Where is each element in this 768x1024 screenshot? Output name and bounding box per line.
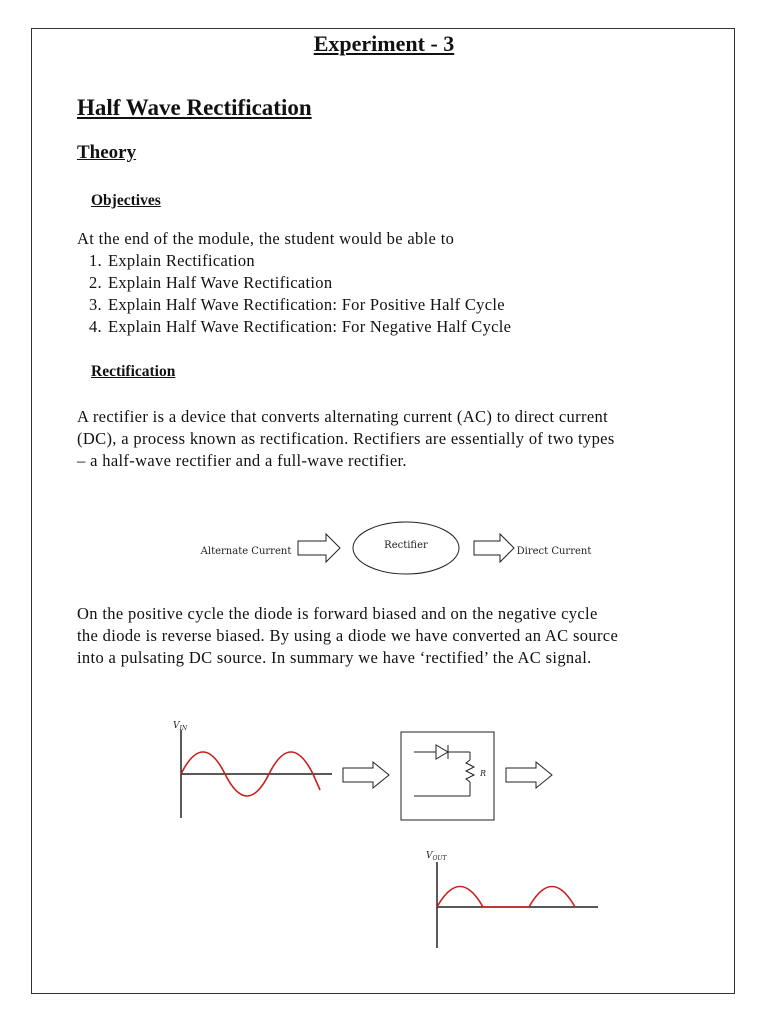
objectives-intro: At the end of the module, the student would be able to bbox=[77, 229, 455, 248]
rectification-line-3: – a half-wave rectifier and a full-wave rectifier. bbox=[77, 451, 407, 470]
rectification-line-1: A rectifier is a device that converts alternating current (AC) to direct current bbox=[77, 407, 609, 426]
output-waveform-plot bbox=[426, 851, 598, 948]
page-title: Half Wave Rectification bbox=[77, 95, 312, 120]
rectification-heading: Rectification bbox=[91, 363, 176, 380]
output-label: Direct Current bbox=[516, 546, 592, 557]
input-label: Alternate Current bbox=[200, 546, 292, 557]
rectifier-label: Rectifier bbox=[384, 540, 428, 551]
list-item: 2. Explain Half Wave Rectification bbox=[89, 273, 333, 292]
vin-label: $V_{IN}$ bbox=[173, 721, 188, 732]
rectification-line-2: (DC), a process known as rectification. Rectifiers are essentially of two types bbox=[77, 429, 615, 448]
arrow-from-circuit bbox=[506, 762, 552, 788]
resistor-label: R bbox=[480, 769, 487, 778]
list-item: 1. Explain Rectification bbox=[89, 251, 255, 270]
section-heading-theory: Theory bbox=[77, 142, 137, 163]
vout-half-wave bbox=[437, 887, 575, 908]
summary-line-2: the diode is reverse biased. By using a diode we have converted an AC source bbox=[77, 626, 619, 645]
list-item: 3. Explain Half Wave Rectification: For Positive Half Cycle bbox=[89, 295, 505, 314]
objectives-heading: Objectives bbox=[91, 192, 161, 209]
summary-line-1: On the positive cycle the diode is forward biased and on the negative cycle bbox=[77, 604, 598, 623]
block-arrow-2 bbox=[474, 534, 514, 562]
experiment-title: Experiment - 3 bbox=[313, 31, 455, 56]
summary-line-3: into a pulsating DC source. In summary we have ‘rectified’ the AC signal. bbox=[77, 648, 592, 667]
input-waveform-plot bbox=[173, 721, 332, 818]
list-item: 4. Explain Half Wave Rectification: For Negative Half Cycle bbox=[89, 317, 512, 336]
block-arrow-1 bbox=[298, 534, 340, 562]
block-diagram bbox=[200, 522, 592, 574]
arrow-to-circuit bbox=[343, 762, 389, 788]
rectifier-circuit bbox=[401, 732, 494, 820]
vout-label: $V_{OUT}$ bbox=[426, 851, 447, 862]
